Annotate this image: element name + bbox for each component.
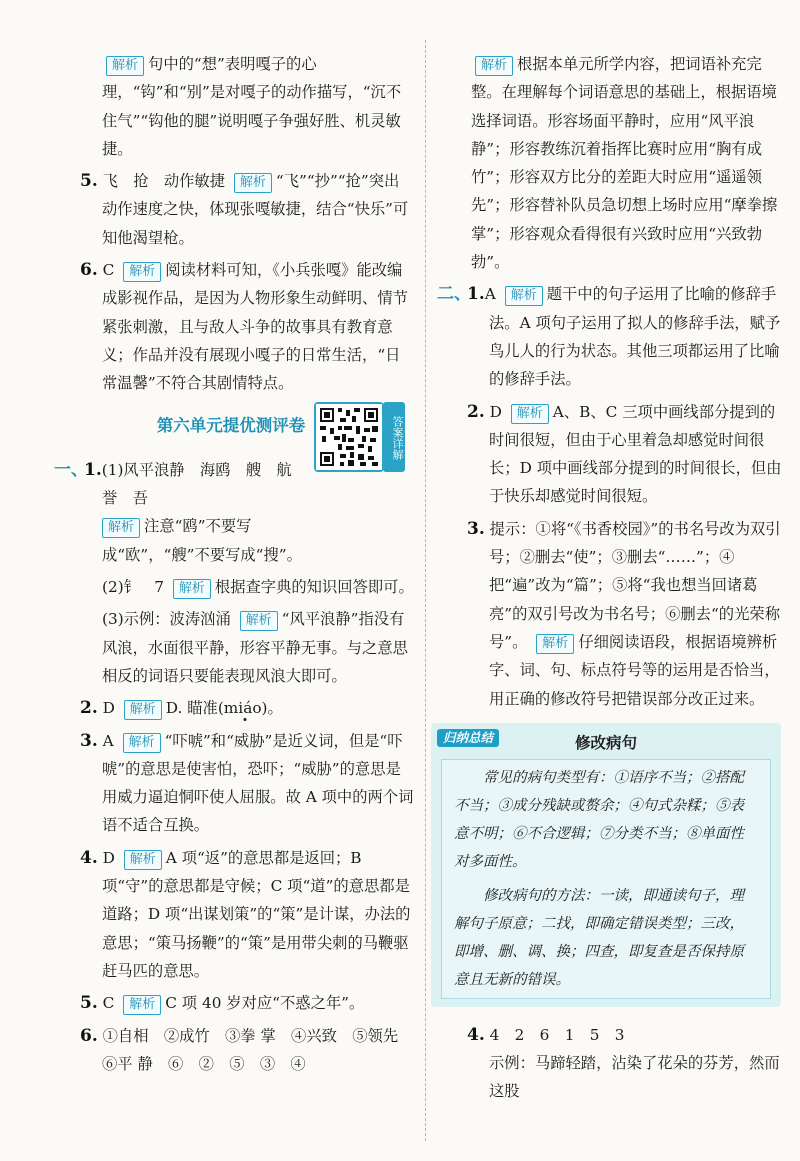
summary-title: 修改病句: [574, 733, 637, 752]
analysis-text: o)。: [252, 699, 283, 718]
question-3: [48, 727, 414, 840]
answer-text: D: [102, 699, 115, 718]
question-number: 2.: [80, 698, 98, 719]
analysis-tag: 解析: [240, 611, 278, 631]
qr-code-image: [316, 404, 382, 470]
question-number: 6.: [80, 260, 98, 281]
answer-text: A: [102, 731, 114, 750]
question-4: [437, 1021, 784, 1106]
analysis-text: 根据查字典的知识回答即可。: [214, 578, 414, 597]
question-6b: [48, 1022, 414, 1079]
question-1: [437, 280, 784, 393]
question-1-part-3: [48, 605, 414, 690]
question-5: [48, 167, 414, 252]
question-number: 4.: [467, 1024, 485, 1045]
answer-text: ①自相 ②成竹 ③拳 掌 ④兴致 ⑤领先: [102, 1026, 399, 1045]
summary-paragraph: 常见的病句类型有：①语序不当；②搭配不当；③成分残缺或赘余；④句式杂糅；⑤表意不明；⑥不合逻辑；⑦分类不当；⑧单面性对多面性。: [454, 769, 744, 870]
analysis-tag: 解析: [123, 733, 161, 753]
analysis-text: “吓唬”和“威胁”是近义词，但是“吓唬”的意思是使害怕，恐吓；“威胁”的意思是用威力逼迫恫吓使人屈服。故 A 项中的两个词语不适合互换。: [102, 731, 414, 835]
analysis-block: [437, 50, 784, 276]
answer-text: (2)钅 7: [102, 578, 164, 597]
answer-text: D: [489, 402, 502, 421]
analysis-text: A 项“返”的意思都是返回；B 项“守”的意思都是守候；C 项“道”的意思都是道路；D 项“出谋划策”的“策”是计谋，办法的意思；“策马扬鞭”的“策”是用带尖刺的马鞭驱赶马匹的意思。: [102, 848, 411, 980]
analysis-tag: 解析: [505, 286, 543, 306]
left-column: [48, 50, 414, 1082]
analysis-text-accent: iá: [238, 699, 253, 718]
analysis-text: “飞”“抄”“抢”突出动作速度之快，体现张嘎敏捷，结合“快乐”可知他渴望枪。: [102, 172, 409, 247]
analysis-text: 句中的“想”表明嘎子的心理，“钩”和“别”是对嘎子的动作描写，“沉不住气”“钩他的腿”说明嘎子争强好胜、机灵敏捷。: [102, 55, 402, 158]
qr-side-label: 答案详解: [383, 402, 405, 472]
analysis-tag: 解析: [102, 518, 140, 538]
analysis-tag: 解析: [475, 56, 513, 76]
summary-box: [431, 723, 781, 1007]
answer-text: (3)示例：波涛汹涌: [102, 610, 231, 629]
question-4: [48, 844, 414, 985]
analysis-tag: 解析: [511, 404, 549, 424]
answer-text: 提示：①将“《书香校园》”的书名号改为双引号；②删去“使”；③删去“……”；④把“遍”改为“篇”；⑤将“我也想当回诸葛亮”的双引号改为书名号；⑥删去“的光荣称号”。: [489, 519, 781, 651]
analysis-tag: 解析: [106, 56, 144, 76]
question-number: 5.: [80, 993, 98, 1014]
question-1: [48, 456, 414, 569]
answer-text: C: [102, 994, 115, 1013]
analysis-tag: 解析: [123, 995, 161, 1015]
analysis-text: 仔细阅读语段，根据语境辨析字、词、句、标点符号等的运用是否恰当，用正确的修改符号把错误部分改正过来。: [489, 632, 780, 708]
analysis-text: A、B、C 三项中画线部分提到的时间很短，但由于心里着急却感觉时间很长；D 项中画线部分提到的时间很长，但由于快乐却感觉时间很短。: [489, 402, 782, 506]
section-title: 第六单元提优测评卷: [156, 415, 306, 435]
summary-tag: 归纳总结: [437, 729, 499, 747]
question-number: 1.: [467, 284, 485, 305]
analysis-text: 注意“鸥”不要写成“欧”，“艘”不要写成“搜”。: [102, 517, 302, 564]
column-divider: [425, 40, 426, 1141]
question-number: 3.: [467, 518, 485, 539]
analysis-text: D. 瞄准(m: [165, 699, 239, 718]
question-2: [437, 398, 784, 511]
answer-text: 4 2 6 1 5 3: [489, 1025, 625, 1044]
question-number: 2.: [467, 401, 485, 422]
question-6: [48, 256, 414, 397]
part-label: 一、: [54, 459, 88, 480]
question-1-part-2: [48, 573, 414, 601]
part-label: 二、: [437, 284, 471, 305]
question-2: [48, 694, 414, 722]
answer-text: A: [484, 285, 496, 304]
answer-text: ⑥平 静 ⑥ ② ⑤ ③ ④: [102, 1054, 306, 1073]
question-number: 4.: [80, 847, 98, 868]
question-number: 3.: [80, 730, 98, 751]
answer-text: D: [102, 848, 115, 867]
analysis-text: “风平浪静”指没有风浪，水面很平静，形容平静无事。与之意思相反的词语只要能表现风浪大即可。: [102, 610, 408, 685]
analysis-tag: 解析: [173, 579, 211, 599]
question-3: [437, 515, 784, 713]
summary-paragraph: 修改病句的方法：一读，即通读句子，理解句子原意；二找，即确定错误类型；三改，即增、删、调、换；四查，即复查是否保持原意且无新的错误。: [454, 887, 744, 988]
qr-code[interactable]: [314, 402, 384, 472]
summary-content: [441, 759, 771, 999]
analysis-tag: 解析: [124, 850, 162, 870]
answer-text: C: [102, 261, 115, 280]
question-number: 6.: [80, 1025, 98, 1046]
answer-text: 示例：马蹄轻踏，沾染了花朵的芬芳，然而这股: [489, 1054, 780, 1101]
question-number: 5.: [80, 171, 98, 192]
analysis-text: C 项 40 岁对应“不惑之年”。: [165, 994, 365, 1013]
analysis-text: 根据本单元所学内容，把词语补充完整。在理解每个词语意思的基础上，根据语境选择词语。形容场面平静时，应用“风平浪静”；形容教练沉着指挥比赛时应用“胸有成竹”；形容双方比分的差距大时应用“遥遥领先”；形容替补队员急切想上场时应用“摩拳擦掌”；形容观众看得很有兴致时应用“兴致勃勃”。: [471, 55, 778, 272]
analysis-block: [48, 50, 414, 163]
analysis-tag: 解析: [536, 634, 574, 654]
analysis-tag: 解析: [234, 173, 272, 193]
answer-text: 飞 抢 动作敏捷: [102, 172, 226, 191]
question-number: 1.: [84, 459, 102, 480]
answer-text: 誉 吾: [102, 489, 148, 508]
analysis-text: 题干中的句子运用了比喻的修辞手法。A 项句子运用了拟人的修辞手法，赋予鸟儿人的行为状态。其他三项都运用了比喻的修辞手法。: [489, 285, 781, 389]
analysis-text: 阅读材料可知，《小兵张嘎》能改编成影视作品，是因为人物形象生动鲜明、情节紧张刺激，且与敌人斗争的故事具有教育意义；作品并没有展现小嘎子的日常生活，“日常温馨”不符合其剧情特点。: [102, 261, 408, 393]
right-column: [437, 50, 784, 1110]
analysis-tag: 解析: [124, 700, 162, 720]
answer-text: (1)风平浪静 海鸥 艘 航: [101, 460, 292, 479]
question-5b: [48, 989, 414, 1017]
analysis-tag: 解析: [123, 262, 161, 282]
